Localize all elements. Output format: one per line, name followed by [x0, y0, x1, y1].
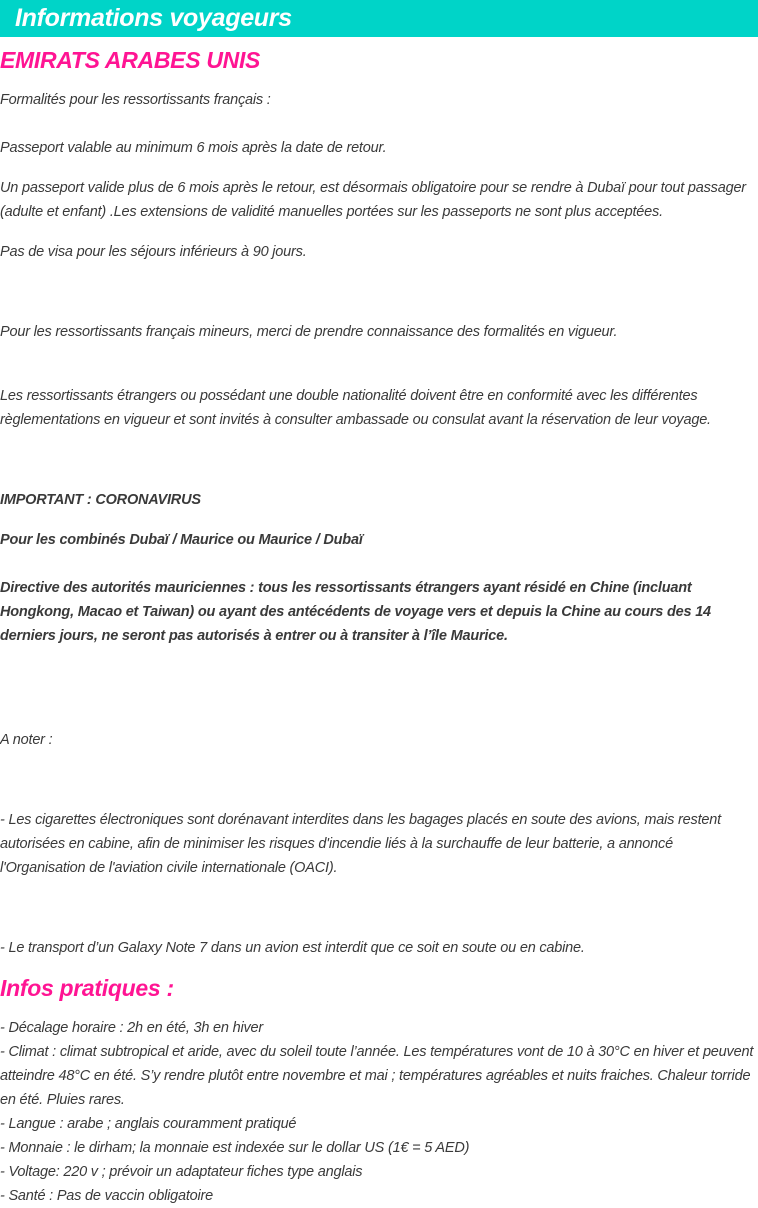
- coronavirus-subtitle: Pour les combinés Dubaï / Maurice ou Maurice / Dubaï: [0, 532, 363, 548]
- coronavirus-directive: Directive des autorités mauriciennes : tous les ressortissants étrangers ayant résidé en Chine (incluant Hongkong, Macao et Taiwan) ou ayant des antécédents de voyage vers et depuis la Chine au cours des 14 derniers jours, ne seront pas autorisés à entrer ou à transiter à l’île Maurice.: [0, 580, 711, 644]
- formalites-intro: Formalités pour les ressortissants français :: [0, 92, 271, 108]
- minors-paragraph: Pour les ressortissants français mineurs, merci de prendre connaissance des formalités en vigueur.: [0, 324, 618, 340]
- list-item: - Monnaie : le dirham; la monnaie est indexée sur le dollar US (1€ = 5 AED): [0, 1140, 470, 1156]
- passport-paragraph: Passeport valable au minimum 6 mois après la date de retour.: [0, 140, 387, 156]
- country-title: EMIRATS ARABES UNIS: [0, 47, 261, 73]
- list-item: - Décalage horaire : 2h en été, 3h en hiver: [0, 1020, 264, 1036]
- cigarettes-paragraph: - Les cigarettes électroniques sont dorénavant interdites dans les bagages placés en soute des avions, mais restent autorisées en cabine, afin de minimiser les risques d'incendie liés à la surchauffe de leur batterie, a annoncé l'Organisation de l'aviation civile internationale (OACI).: [0, 812, 721, 876]
- list-item: - Climat : climat subtropical et aride, avec du soleil toute l’année. Les températures vont de 10 à 30°C en hiver et peuvent atteindre 48°C en été. S’y rendre plutôt entre novembre et mai ; températures agréables et nuits fraiches. Chaleur torride en été. Pluies rares.: [0, 1044, 754, 1108]
- list-item: - Langue : arabe ; anglais couramment pratiqué: [0, 1116, 297, 1132]
- galaxy-paragraph: - Le transport d’un Galaxy Note 7 dans un avion est interdit que ce soit en soute ou en cabine.: [0, 940, 585, 956]
- visa-paragraph: Pas de visa pour les séjours inférieurs à 90 jours.: [0, 244, 307, 260]
- noter-title: A noter :: [0, 732, 53, 748]
- banner-title: Informations voyageurs: [15, 4, 292, 32]
- list-item: - Voltage: 220 v ; prévoir un adaptateur fiches type anglais: [0, 1164, 363, 1180]
- infos-pratiques-list: [0, 1016, 758, 1208]
- section-banner: [0, 0, 758, 37]
- coronavirus-title: IMPORTANT : CORONAVIRUS: [0, 492, 201, 508]
- infos-pratiques-title: Infos pratiques :: [0, 975, 174, 1001]
- passport-validity-paragraph: Un passeport valide plus de 6 mois après le retour, est désormais obligatoire pour se rendre à Dubaï pour tout passager (adulte et enfant) .Les extensions de validité manuelles portées sur les passeports ne sont plus acceptées.: [0, 180, 746, 220]
- foreign-nationals-paragraph: Les ressortissants étrangers ou possédant une double nationalité doivent être en conformité avec les différentes règlementations en vigueur et sont invités à consulter ambassade ou consulat avant la réservation de leur voyage.: [0, 388, 711, 428]
- list-item: - Santé : Pas de vaccin obligatoire: [0, 1188, 214, 1204]
